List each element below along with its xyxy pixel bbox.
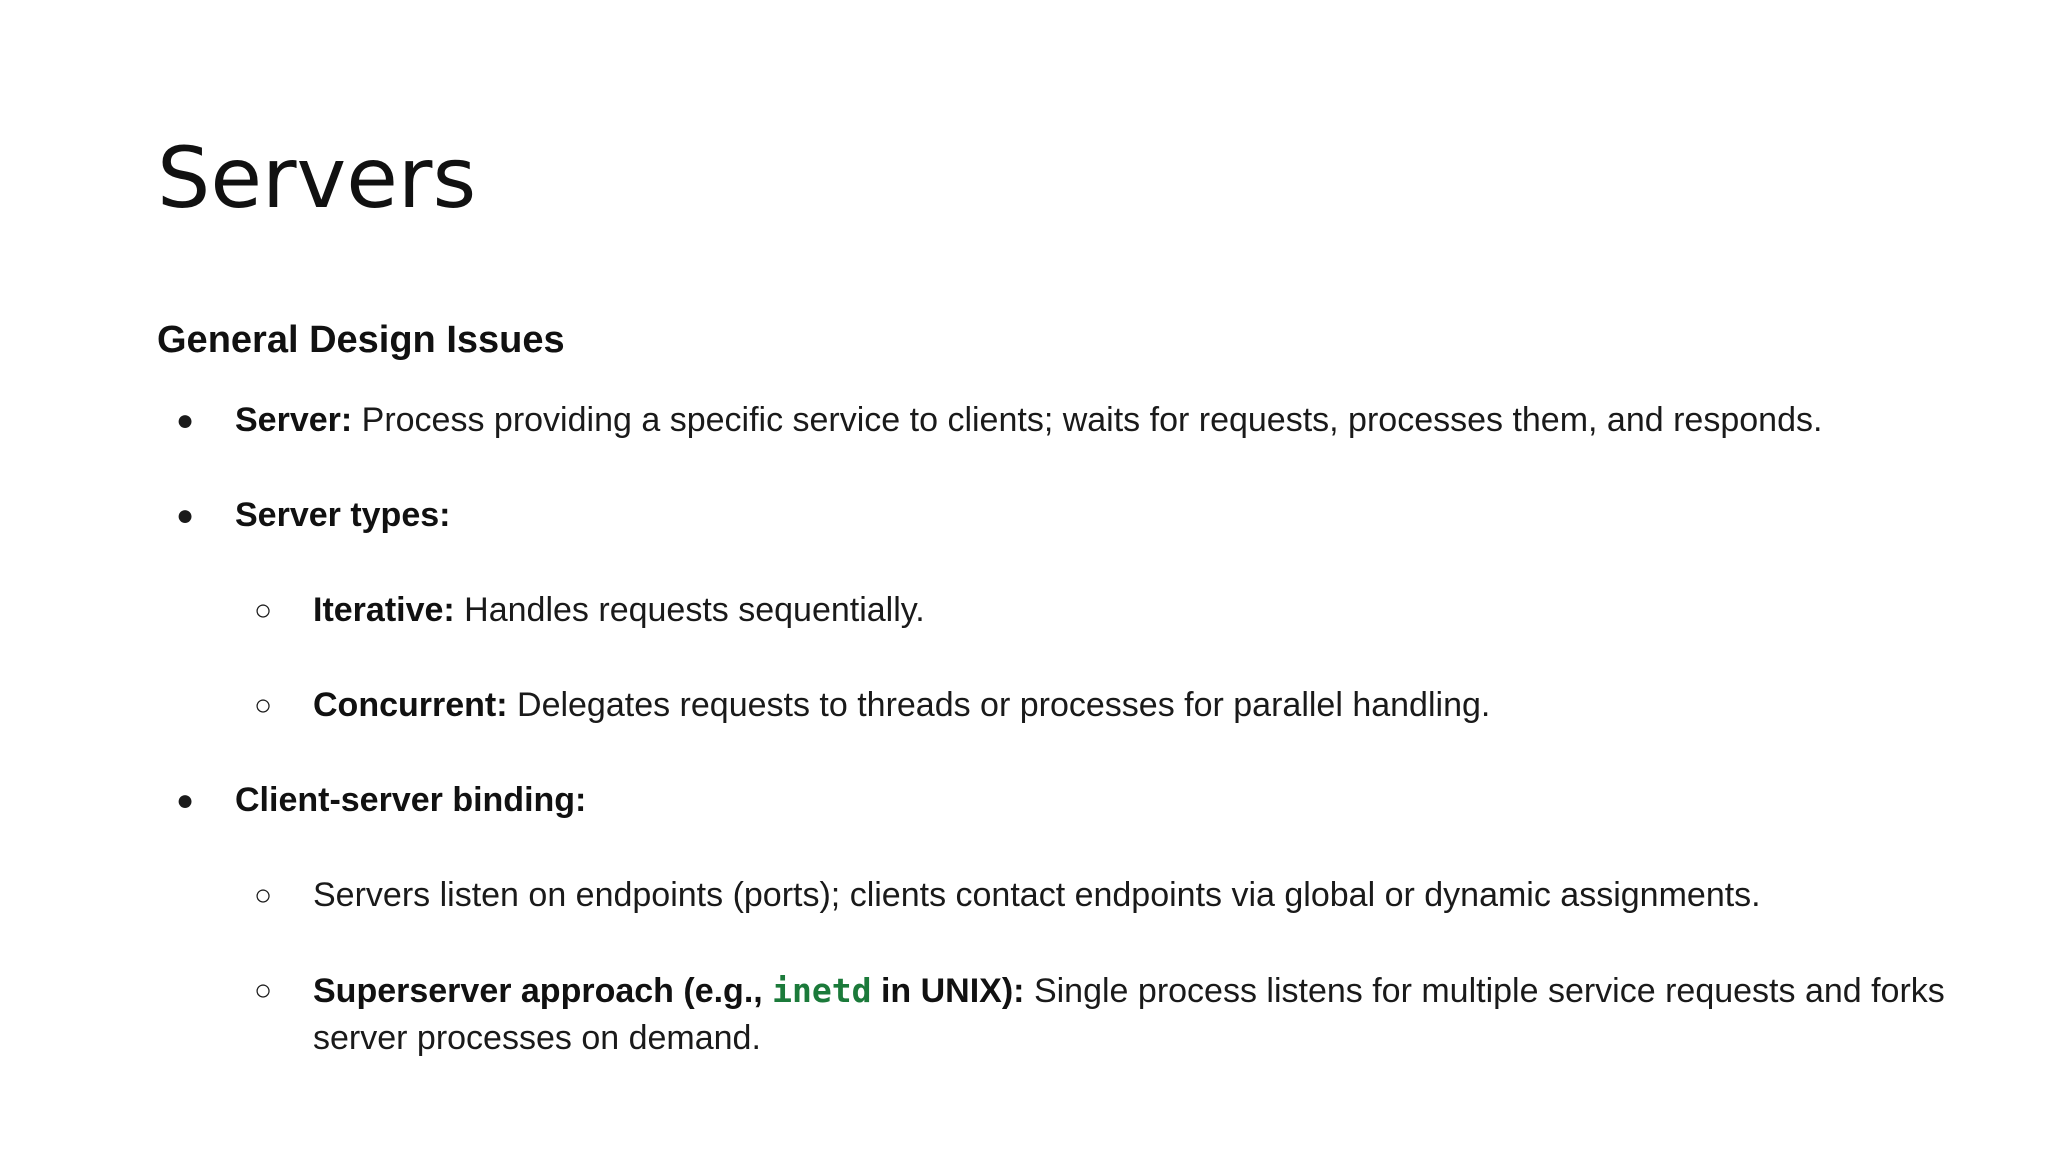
bullet-item-server <box>175 397 1935 444</box>
bullet-hollow-icon: ○ <box>253 594 273 627</box>
sub-bullet-text: Delegates requests to threads or processes for parallel handling. <box>507 686 1491 724</box>
slide-title: Servers <box>157 129 477 227</box>
sub-bullet-text: Handles requests sequentially. <box>454 591 925 629</box>
sub-bullet-item-superserver <box>253 967 1953 1062</box>
section-heading: General Design Issues <box>157 319 565 361</box>
bullet-item-server-types <box>175 492 1935 539</box>
bullet-filled-icon: ● <box>175 404 195 437</box>
bullet-filled-icon: ● <box>175 499 195 532</box>
bullet-hollow-icon: ○ <box>253 879 273 912</box>
sub-bullet-text: Servers listen on endpoints (ports); clients contact endpoints via global or dynamic assignments. <box>313 876 1761 914</box>
bullet-label: Server types: <box>235 496 451 534</box>
bullet-filled-icon: ● <box>175 784 195 817</box>
sub-bullet-item-endpoints <box>253 872 1953 919</box>
bullet-hollow-icon: ○ <box>253 689 273 722</box>
sub-bullet-label-prefix: Superserver approach (e.g., <box>313 972 773 1010</box>
sub-bullet-label: Concurrent: <box>313 686 508 724</box>
bullet-item-client-server-binding <box>175 777 1935 824</box>
sub-bullet-item-iterative <box>253 587 1953 634</box>
bullet-hollow-icon: ○ <box>253 974 273 1007</box>
sub-bullet-text: Single process listens for multiple service requests and forks server processes on demand. <box>313 972 1945 1057</box>
sub-bullet-item-concurrent <box>253 682 1953 729</box>
bullet-text: Process providing a specific service to clients; waits for requests, processes them, and responds. <box>352 401 1823 439</box>
sub-bullet-label: Iterative: <box>313 591 455 629</box>
bullet-label: Client-server binding: <box>235 781 587 819</box>
bullet-label: Server: <box>235 401 353 439</box>
inline-code-inetd: inetd <box>772 971 872 1010</box>
sub-bullet-label-suffix: in UNIX): <box>871 972 1025 1010</box>
